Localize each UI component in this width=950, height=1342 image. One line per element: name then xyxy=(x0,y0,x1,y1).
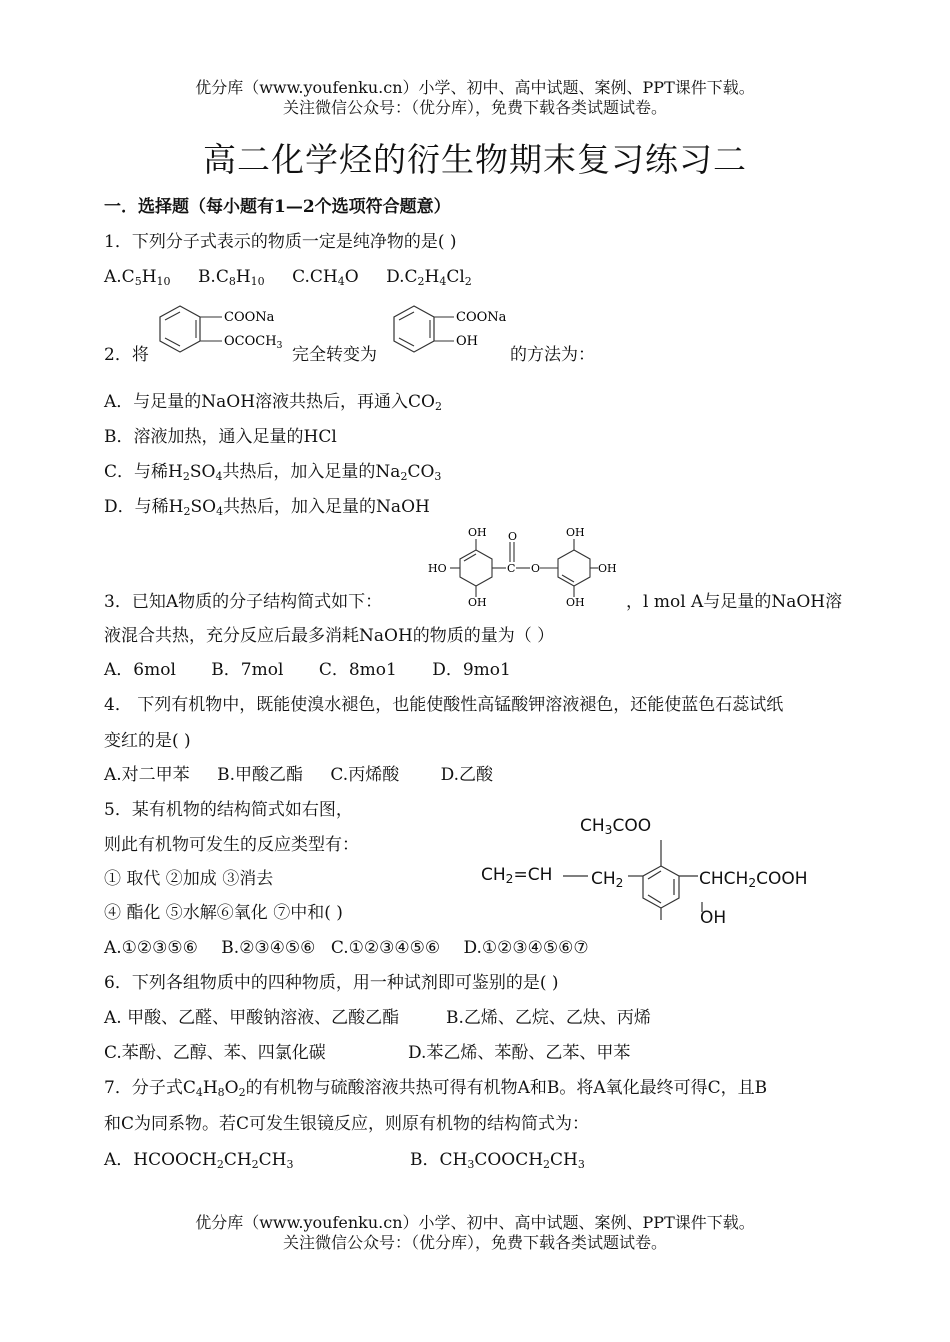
q3-option-c: C．8mo1 xyxy=(318,660,397,680)
q3-option-a: A．6mol xyxy=(104,660,176,680)
q4-option-b: B.甲酸乙酯 xyxy=(217,765,303,785)
q2-product-label-1: COONa xyxy=(456,310,507,325)
q2-reactant-label-1: COONa xyxy=(224,310,275,325)
q3-label-oh-1: OH xyxy=(468,526,487,539)
q3-label-oh-4: OH xyxy=(598,562,617,575)
q7-stem-2: 和C为同系物。若C可发生银镜反应，则原有机物的结构简式为： xyxy=(104,1114,590,1134)
q5-label-oh: OH xyxy=(700,908,727,928)
q4-option-c: C.丙烯酸 xyxy=(330,765,400,785)
q6-option-a: A. 甲酸、乙醛、甲酸钠溶液、乙酸乙酯 xyxy=(104,1008,400,1028)
q3-label-o-carbonyl: O xyxy=(508,530,518,543)
q5-option-b: B.②③④⑤⑥ xyxy=(221,938,316,958)
q1-option-d: $D.C_2H_4Cl_2$ xyxy=(386,267,472,288)
footer-line-2: 关注微信公众号：（优分库），免费下载各类试题试卷。 xyxy=(282,1233,667,1252)
q2-option-c: C．与稀$H_2SO_4$共热后，加入足量的$Na_2CO_3$ xyxy=(104,462,442,483)
q5-option-d: D.①②③④⑤⑥⑦ xyxy=(463,938,589,958)
q3-stem-tail: ，l mol A与足量的NaOH溶 xyxy=(626,592,843,612)
q4-stem: 4． 下列有机物中，既能使溴水褪色，也能使酸性高锰酸钾溶液褪色，还能使蓝色石蕊试纸 xyxy=(104,695,784,715)
q3-options xyxy=(104,659,511,681)
q7-stem: 7．分子式$C_4H_8O_2$的有机物与硫酸溶液共热可得有机物A和B。将A氧化最终可得C，且B xyxy=(104,1078,768,1099)
q6-option-b: B.乙烯、乙烷、乙炔、丙烯 xyxy=(446,1008,651,1028)
q3-stem: 3．已知A物质的分子结构简式如下： xyxy=(104,592,383,612)
header-line-1: 优分库（www.youfenku.cn）小学、初中、高中试题、案例、PPT课件下载。 xyxy=(195,78,755,97)
q2-reactant-structure xyxy=(156,300,296,360)
q3-label-oh-2: OH xyxy=(468,596,487,609)
header-line-2: 关注微信公众号：（优分库），免费下载各类试题试卷。 xyxy=(282,98,667,117)
q5-options xyxy=(104,937,589,959)
q6-stem: 6．下列各组物质中的四种物质，用一种试剂即可鉴别的是( ) xyxy=(104,973,559,993)
q3-stem-2: 液混合共热，充分反应后最多消耗NaOH的物质的量为（ ） xyxy=(104,626,555,646)
q6-option-d: D.苯乙烯、苯酚、乙苯、甲苯 xyxy=(408,1043,631,1063)
page-title: 高二化学烃的衍生物期末复习练习二 xyxy=(203,140,747,179)
footer-line-1: 优分库（www.youfenku.cn）小学、初中、高中试题、案例、PPT课件下载。 xyxy=(195,1213,755,1232)
q2-product-label-2: OH xyxy=(456,334,478,349)
q1-option-c: $C.CH_4O$ xyxy=(292,267,359,288)
q5-option-a: A.①②③⑤⑥ xyxy=(104,938,198,958)
q3-structure xyxy=(428,526,628,608)
q5-stem-2: 则此有机物可发生的反应类型有： xyxy=(104,835,359,855)
q7-option-b: B．$CH_3COOCH_2CH_3$ xyxy=(410,1150,585,1171)
q3-label-ho: HO xyxy=(428,562,447,575)
q3-label-o-ester: O xyxy=(531,562,541,575)
q5-stem: 5．某有机物的结构简式如右图， xyxy=(104,800,353,820)
q3-label-oh-3: OH xyxy=(566,526,585,539)
q5-structure xyxy=(478,812,823,932)
q1-option-a: $A.C_5H_{10}$ xyxy=(104,267,171,288)
q5-types-1: ① 取代 ②加成 ③消去 xyxy=(104,869,274,889)
q1-stem: 1．下列分子式表示的物质一定是纯净物的是( ) xyxy=(104,232,457,252)
q2-option-a: A．与足量的NaOH溶液共热后，再通入$CO_2$ xyxy=(104,392,442,413)
q2-option-b: B．溶液加热，通入足量的HCl xyxy=(104,427,337,447)
q5-label-acetoxy: CH3COO xyxy=(580,816,652,837)
q5-label-vinyl: CH2=CH xyxy=(481,865,553,886)
q2-product-structure xyxy=(390,300,510,360)
q4-stem-2: 变红的是( ) xyxy=(104,731,191,751)
q5-types-2: ④ 酯化 ⑤水解⑥氧化 ⑦中和( ) xyxy=(104,903,343,923)
q3-option-b: B．7mol xyxy=(211,660,284,680)
section-heading: 一．选择题（每小题有1—2个选项符合题意） xyxy=(104,197,451,217)
q1-options xyxy=(104,266,472,288)
q2-option-d: D．与稀$H_2SO_4$共热后，加入足量的NaOH xyxy=(104,497,430,518)
q3-label-oh-5: OH xyxy=(566,596,585,609)
q2-reactant-label-2: $OCOCH_3$ xyxy=(224,334,283,351)
q5-label-side-chain: CHCH2COOH xyxy=(699,869,808,890)
q2-end-text: 的方法为： xyxy=(510,345,595,365)
q2-number: 2．将 xyxy=(104,345,149,365)
q4-options xyxy=(104,764,493,786)
q7-option-a: A．$HCOOCH_2CH_2CH_3$ xyxy=(104,1150,294,1171)
q5-label-ch2: CH2 xyxy=(591,869,624,890)
q2-mid-text: 完全转变为 xyxy=(292,345,377,365)
q3-label-c: C xyxy=(507,562,516,575)
q4-option-d: D.乙酸 xyxy=(440,765,494,785)
q5-option-c: C.①②③④⑤⑥ xyxy=(330,938,441,958)
q1-option-b: $B.C_8H_{10}$ xyxy=(197,267,265,288)
q6-option-c: C.苯酚、乙醇、苯、四氯化碳 xyxy=(104,1043,326,1063)
q4-option-a: A.对二甲苯 xyxy=(104,765,190,785)
q3-option-d: D．9mo1 xyxy=(432,660,511,680)
